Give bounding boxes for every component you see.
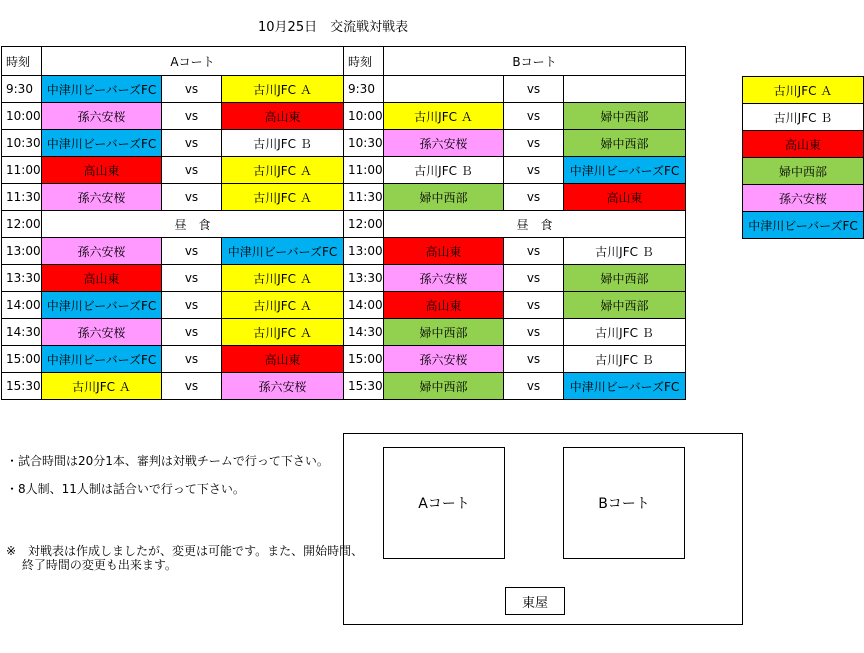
away-team-cell: 古川JFC Ａ <box>222 157 344 184</box>
home-team-cell: 孫六安桜 <box>384 265 504 292</box>
legend-team-cell: 古川JFC Ａ <box>743 77 864 104</box>
schedule-row <box>2 157 344 184</box>
time-cell: 12:00 <box>344 211 384 238</box>
time-cell: 10:00 <box>344 103 384 130</box>
legend-row <box>743 131 864 158</box>
schedule-row <box>344 76 686 103</box>
diagram-hut: 東屋 <box>505 587 565 615</box>
vs-cell: vs <box>162 346 222 373</box>
home-team-cell: 古川JFC Ａ <box>384 103 504 130</box>
vs-cell: vs <box>504 319 564 346</box>
vs-cell: vs <box>504 265 564 292</box>
home-team-cell: 婦中西部 <box>384 319 504 346</box>
note-player-format: ・8人制、11人制は話合いで行って下さい。 <box>6 482 245 496</box>
away-team-cell: 婦中西部 <box>564 130 686 157</box>
time-cell: 15:30 <box>344 373 384 400</box>
lunch-cell: 昼 食 <box>42 211 344 238</box>
home-team-cell: 孫六安桜 <box>384 130 504 157</box>
schedule-row <box>344 346 686 373</box>
schedule-row <box>344 184 686 211</box>
court-a-schedule-table <box>1 46 344 400</box>
away-team-cell: 古川JFC Ａ <box>222 184 344 211</box>
legend-row <box>743 212 864 239</box>
time-cell: 11:30 <box>2 184 42 211</box>
lunch-cell: 昼 食 <box>384 211 686 238</box>
court-layout-diagram <box>343 433 743 625</box>
vs-cell: vs <box>162 103 222 130</box>
vs-cell: vs <box>504 130 564 157</box>
away-team-cell: 高山東 <box>222 103 344 130</box>
schedule-row <box>344 292 686 319</box>
time-cell: 10:00 <box>2 103 42 130</box>
away-team-cell: 高山東 <box>564 184 686 211</box>
court-a-header: Aコート <box>42 47 344 76</box>
home-team-cell: 婦中西部 <box>384 184 504 211</box>
schedule-row <box>344 103 686 130</box>
time-cell: 11:00 <box>2 157 42 184</box>
vs-cell: vs <box>162 157 222 184</box>
away-team-cell: 古川JFC Ｂ <box>564 319 686 346</box>
legend-team-cell: 中津川ビーバーズFC <box>743 212 864 239</box>
vs-cell: vs <box>504 103 564 130</box>
team-color-legend <box>742 76 864 239</box>
time-cell: 11:00 <box>344 157 384 184</box>
court-b-header: Bコート <box>384 47 686 76</box>
schedule-row <box>344 319 686 346</box>
note-schedule-change-line2: 終了時間の変更も出来ます。 <box>6 558 177 572</box>
schedule-row <box>344 373 686 400</box>
vs-cell: vs <box>162 265 222 292</box>
home-team-cell: 高山東 <box>384 238 504 265</box>
away-team-cell: 孫六安桜 <box>222 373 344 400</box>
schedule-row <box>2 346 344 373</box>
schedule-row <box>2 265 344 292</box>
legend-team-cell: 孫六安桜 <box>743 185 864 212</box>
away-team-cell: 古川JFC Ｂ <box>564 238 686 265</box>
schedule-row <box>344 157 686 184</box>
schedule-row <box>2 373 344 400</box>
away-team-cell: 古川JFC Ａ <box>222 265 344 292</box>
schedule-row <box>344 238 686 265</box>
legend-row <box>743 158 864 185</box>
away-team-cell: 古川JFC Ｂ <box>222 130 344 157</box>
note-schedule-change-line1: ※ 対戦表は作成しましたが、変更は可能です。また、開始時間、 <box>6 544 364 558</box>
vs-cell: vs <box>504 76 564 103</box>
schedule-row <box>344 211 686 238</box>
home-team-cell: 中津川ビーバーズFC <box>42 292 162 319</box>
schedule-row <box>2 184 344 211</box>
vs-cell: vs <box>504 346 564 373</box>
home-team-cell: 中津川ビーバーズFC <box>42 346 162 373</box>
vs-cell: vs <box>504 292 564 319</box>
vs-cell: vs <box>162 184 222 211</box>
court-a-header-row <box>2 47 344 76</box>
legend-row <box>743 185 864 212</box>
schedule-row <box>344 265 686 292</box>
schedule-row <box>2 238 344 265</box>
vs-cell: vs <box>504 373 564 400</box>
home-team-cell: 婦中西部 <box>384 373 504 400</box>
court-b-header-row <box>344 47 686 76</box>
note-match-time: ・試合時間は20分1本、審判は対戦チームで行って下さい。 <box>6 454 329 468</box>
away-team-cell: 古川JFC Ｂ <box>564 346 686 373</box>
home-team-cell <box>384 76 504 103</box>
time-cell: 12:00 <box>2 211 42 238</box>
vs-cell: vs <box>162 130 222 157</box>
home-team-cell: 中津川ビーバーズFC <box>42 130 162 157</box>
vs-cell: vs <box>162 76 222 103</box>
time-cell: 14:30 <box>344 319 384 346</box>
away-team-cell: 中津川ビーバーズFC <box>564 373 686 400</box>
vs-cell: vs <box>162 292 222 319</box>
time-cell: 13:30 <box>344 265 384 292</box>
legend-team-cell: 古川JFC Ｂ <box>743 104 864 131</box>
home-team-cell: 孫六安桜 <box>42 184 162 211</box>
time-header: 時刻 <box>344 47 384 76</box>
home-team-cell: 高山東 <box>42 265 162 292</box>
away-team-cell: 高山東 <box>222 346 344 373</box>
schedule-row <box>2 211 344 238</box>
away-team-cell: 古川JFC Ａ <box>222 319 344 346</box>
court-b-schedule-table <box>343 46 686 400</box>
time-cell: 9:30 <box>2 76 42 103</box>
away-team-cell: 婦中西部 <box>564 292 686 319</box>
time-cell: 15:00 <box>344 346 384 373</box>
legend-row <box>743 77 864 104</box>
home-team-cell: 古川JFC Ｂ <box>384 157 504 184</box>
time-cell: 10:30 <box>344 130 384 157</box>
time-cell: 15:00 <box>2 346 42 373</box>
away-team-cell: 古川JFC Ａ <box>222 292 344 319</box>
time-cell: 14:00 <box>344 292 384 319</box>
time-cell: 9:30 <box>344 76 384 103</box>
schedule-row <box>2 103 344 130</box>
diagram-court-b: Bコート <box>563 447 685 559</box>
home-team-cell: 高山東 <box>384 292 504 319</box>
away-team-cell: 古川JFC Ａ <box>222 76 344 103</box>
diagram-court-a: Aコート <box>383 447 505 559</box>
vs-cell: vs <box>162 319 222 346</box>
away-team-cell: 中津川ビーバーズFC <box>222 238 344 265</box>
home-team-cell: 孫六安桜 <box>42 238 162 265</box>
schedule-row <box>2 292 344 319</box>
schedule-row <box>344 130 686 157</box>
vs-cell: vs <box>504 157 564 184</box>
home-team-cell: 孫六安桜 <box>42 319 162 346</box>
vs-cell: vs <box>162 238 222 265</box>
time-cell: 14:00 <box>2 292 42 319</box>
time-cell: 15:30 <box>2 373 42 400</box>
time-cell: 10:30 <box>2 130 42 157</box>
time-cell: 13:00 <box>2 238 42 265</box>
page-title: 10月25日 交流戦対戦表 <box>258 20 409 35</box>
time-cell: 11:30 <box>344 184 384 211</box>
vs-cell: vs <box>504 184 564 211</box>
home-team-cell: 孫六安桜 <box>384 346 504 373</box>
away-team-cell: 婦中西部 <box>564 103 686 130</box>
legend-team-cell: 高山東 <box>743 131 864 158</box>
home-team-cell: 孫六安桜 <box>42 103 162 130</box>
vs-cell: vs <box>504 238 564 265</box>
home-team-cell: 古川JFC Ａ <box>42 373 162 400</box>
home-team-cell: 高山東 <box>42 157 162 184</box>
time-cell: 14:30 <box>2 319 42 346</box>
time-cell: 13:30 <box>2 265 42 292</box>
time-cell: 13:00 <box>344 238 384 265</box>
legend-row <box>743 104 864 131</box>
away-team-cell: 婦中西部 <box>564 265 686 292</box>
home-team-cell: 中津川ビーバーズFC <box>42 76 162 103</box>
legend-team-cell: 婦中西部 <box>743 158 864 185</box>
away-team-cell: 中津川ビーバーズFC <box>564 157 686 184</box>
schedule-row <box>2 130 344 157</box>
schedule-row <box>2 319 344 346</box>
vs-cell: vs <box>162 373 222 400</box>
away-team-cell <box>564 76 686 103</box>
schedule-row <box>2 76 344 103</box>
time-header: 時刻 <box>2 47 42 76</box>
